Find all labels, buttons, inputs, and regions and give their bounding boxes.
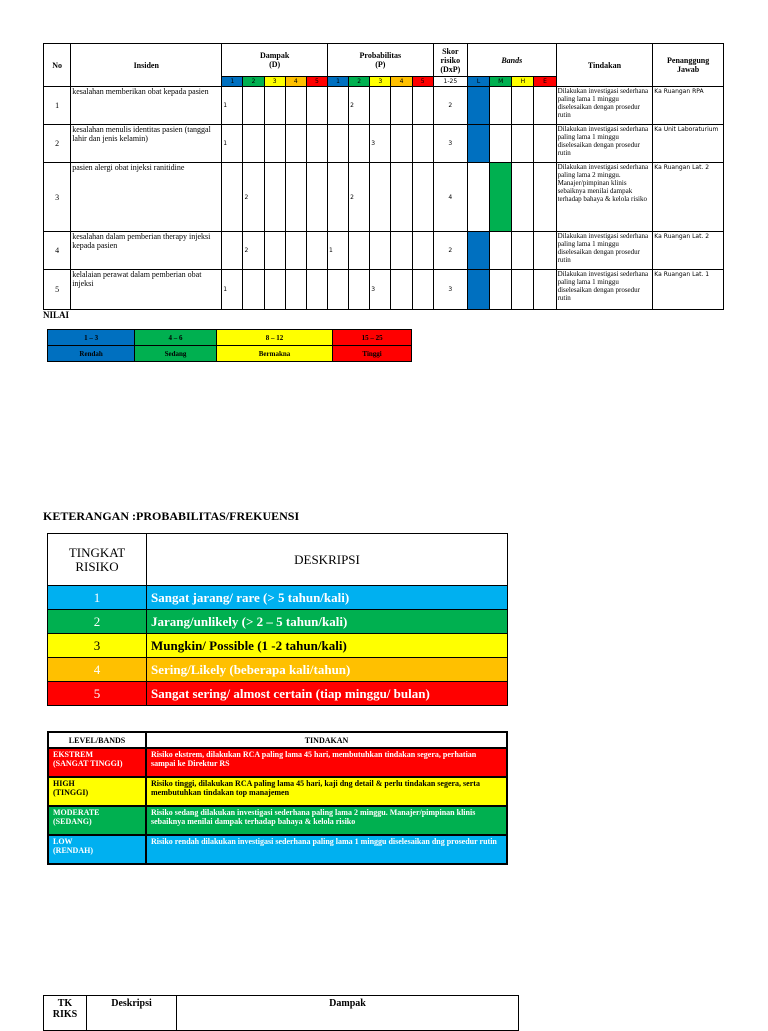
prob-cell (328, 270, 349, 310)
header-deskripsi: DESKRIPSI (147, 534, 508, 586)
dampak-cell (306, 87, 327, 125)
row-no: 3 (44, 163, 71, 232)
level-number: 1 (48, 586, 147, 610)
header-row (44, 44, 724, 77)
table-row (44, 125, 724, 163)
dampak-cell (264, 232, 285, 270)
row-insiden: kesalahan memberikan obat kepada pasien (71, 87, 222, 125)
nilai-range: 15 – 25 (333, 330, 412, 346)
row-tindakan: Dilakukan investigasi sederhana paling lama 1 minggu diselesaikan dengan prosedur rutin (556, 125, 653, 163)
level-desc: Mungkin/ Possible (1 -2 tahun/kali) (147, 634, 508, 658)
header-tindakan: Tindakan (556, 44, 653, 87)
probabilitas-row (48, 682, 508, 706)
prob-cell (391, 232, 412, 270)
table-row (44, 232, 724, 270)
header-tingkat-risiko: TINGKAT RISIKO (48, 534, 147, 586)
prob-cell (412, 270, 433, 310)
header-insiden: Insiden (71, 44, 222, 87)
table-row (44, 163, 724, 232)
band-tindakan: Risiko rendah dilakukan investigasi sederhana paling lama 1 minggu diselesaikan dng prosedur rutin (146, 835, 507, 864)
band-index: H (512, 77, 534, 87)
nilai-name-row (48, 346, 412, 362)
nilai-name: Bermakna (216, 346, 332, 362)
header-probabilitas: Probabilitas (P) (328, 44, 434, 77)
prob-index: 2 (349, 77, 370, 87)
band-row-low (48, 835, 507, 864)
prob-cell (412, 163, 433, 232)
skor-range: 1-25 (433, 77, 467, 87)
dampak-index: 4 (285, 77, 306, 87)
table-row (44, 87, 724, 125)
band-cell (490, 270, 512, 310)
prob-cell (391, 163, 412, 232)
dampak-cell (306, 270, 327, 310)
prob-cell (391, 87, 412, 125)
band-tindakan: Risiko sedang dilakukan investigasi sederhana paling lama 2 minggu. Manajer/pimpinan klinis sebaiknya menilai dampak terhadap bahaya & kelola risiko (146, 806, 507, 835)
dampak-cell: 1 (222, 87, 243, 125)
skor-cell: 2 (433, 232, 467, 270)
prob-index: 5 (412, 77, 433, 87)
probabilitas-row (48, 658, 508, 682)
row-tindakan: Dilakukan investigasi sederhana paling lama 1 minggu diselesaikan dengan prosedur rutin (556, 232, 653, 270)
prob-cell (328, 87, 349, 125)
prob-cell (349, 125, 370, 163)
prob-cell (412, 125, 433, 163)
probabilitas-row (48, 586, 508, 610)
header-tk-riks: TK RIKS (44, 996, 87, 1031)
skor-cell: 4 (433, 163, 467, 232)
keterangan-title: KETERANGAN :PROBABILITAS/FREKUENSI (43, 509, 300, 523)
dampak-cell (264, 270, 285, 310)
header-dampak: Dampak (D) (222, 44, 328, 77)
band-row-high (48, 777, 507, 806)
row-penanggung-jawab: Ka Ruangan Lat. 2 (653, 232, 724, 270)
row-insiden: kelalaian perawat dalam pemberian obat injeksi (71, 270, 222, 310)
band-tindakan: Risiko ekstrem, dilakukan RCA paling lama 45 hari, membutuhkan tindakan segera, perhatian sampai ke Direktur RS (146, 748, 507, 777)
prob-cell (370, 163, 391, 232)
nilai-name: Rendah (48, 346, 135, 362)
nilai-range: 8 – 12 (216, 330, 332, 346)
skor-cell: 3 (433, 270, 467, 310)
header-level-bands: LEVEL/BANDS (48, 732, 146, 748)
band-cell (490, 125, 512, 163)
row-no: 2 (44, 125, 71, 163)
band-row-ekstrem (48, 748, 507, 777)
dampak-table (43, 995, 519, 1031)
dampak-cell (264, 125, 285, 163)
nilai-legend-table (47, 329, 412, 362)
probabilitas-table (47, 533, 508, 706)
prob-cell: 3 (370, 270, 391, 310)
band-cell (512, 87, 534, 125)
probabilitas-row (48, 610, 508, 634)
band-index: L (467, 77, 489, 87)
dampak-index: 5 (306, 77, 327, 87)
level-number: 2 (48, 610, 147, 634)
band-level: LOW (RENDAH) (48, 835, 146, 864)
band-cell (534, 125, 556, 163)
probabilitas-header-row (48, 534, 508, 586)
header-tindakan: TINDAKAN (146, 732, 507, 748)
row-penanggung-jawab: Ka Ruangan Lat. 2 (653, 163, 724, 232)
header-bands: Bands (467, 44, 556, 77)
prob-index: 1 (328, 77, 349, 87)
band-fill-low (467, 270, 489, 310)
dampak-cell (264, 163, 285, 232)
band-fill-moderate (490, 163, 512, 232)
dampak-cell (285, 232, 306, 270)
prob-cell: 2 (349, 87, 370, 125)
band-cell (534, 270, 556, 310)
dampak-cell (306, 125, 327, 163)
band-cell (490, 87, 512, 125)
band-fill-low (467, 87, 489, 125)
band-cell (512, 163, 534, 232)
dampak-cell (243, 270, 264, 310)
prob-cell (370, 232, 391, 270)
dampak-cell (222, 232, 243, 270)
dampak-cell: 2 (243, 232, 264, 270)
band-level: MODERATE (SEDANG) (48, 806, 146, 835)
prob-cell: 2 (349, 163, 370, 232)
dampak-cell (285, 125, 306, 163)
risk-register-table (43, 43, 724, 310)
band-cell (490, 232, 512, 270)
band-cell (467, 163, 489, 232)
band-level: EKSTREM (SANGAT TINGGI) (48, 748, 146, 777)
band-cell (512, 125, 534, 163)
table-row (44, 270, 724, 310)
nilai-name: Tinggi (333, 346, 412, 362)
row-no: 1 (44, 87, 71, 125)
band-tindakan: Risiko tinggi, dilakukan RCA paling lama 45 hari, kaji dng detail & perlu tindakan segera, serta membutuhkan tindakan top manajemen (146, 777, 507, 806)
dampak-cell (264, 87, 285, 125)
dampak-cell (306, 163, 327, 232)
nilai-range: 4 – 6 (135, 330, 217, 346)
dampak-index: 3 (264, 77, 285, 87)
skor-cell: 2 (433, 87, 467, 125)
level-desc: Sering/Likely (beberapa kali/tahun) (147, 658, 508, 682)
dampak-cell (222, 163, 243, 232)
dampak-index: 1 (222, 77, 243, 87)
bands-header-row (48, 732, 507, 748)
row-tindakan: Dilakukan investigasi sederhana paling lama 1 minggu diselesaikan dengan prosedur rutin (556, 87, 653, 125)
band-fill-low (467, 232, 489, 270)
row-no: 5 (44, 270, 71, 310)
dampak-cell: 1 (222, 125, 243, 163)
prob-cell: 3 (370, 125, 391, 163)
band-cell (512, 232, 534, 270)
level-number: 5 (48, 682, 147, 706)
dampak-cell: 1 (222, 270, 243, 310)
nilai-label: NILAI (43, 310, 70, 320)
row-insiden: kesalahan menulis identitas pasien (tanggal lahir dan jenis kelamin) (71, 125, 222, 163)
row-penanggung-jawab: Ka Unit Laboraturium (653, 125, 724, 163)
dampak-index: 2 (243, 77, 264, 87)
prob-cell (391, 270, 412, 310)
band-cell (512, 270, 534, 310)
dampak-cell (306, 232, 327, 270)
row-penanggung-jawab: Ka Ruangan RPA (653, 87, 724, 125)
dampak-cell (285, 87, 306, 125)
band-cell (534, 232, 556, 270)
level-desc: Jarang/unlikely (> 2 – 5 tahun/kali) (147, 610, 508, 634)
dampak-cell (285, 163, 306, 232)
row-insiden: pasien alergi obat injeksi ranitidine (71, 163, 222, 232)
nilai-range-row (48, 330, 412, 346)
dampak-cell: 2 (243, 163, 264, 232)
prob-cell (370, 87, 391, 125)
level-bands-table (47, 731, 508, 865)
prob-cell (412, 87, 433, 125)
prob-cell (349, 232, 370, 270)
probabilitas-row (48, 634, 508, 658)
prob-index: 4 (391, 77, 412, 87)
prob-cell (349, 270, 370, 310)
row-penanggung-jawab: Ka Ruangan Lat. 1 (653, 270, 724, 310)
prob-cell: 1 (328, 232, 349, 270)
prob-cell (328, 163, 349, 232)
header-no: No (44, 44, 71, 87)
band-index: E (534, 77, 556, 87)
row-tindakan: Dilakukan investigasi sederhana paling lama 2 minggu. Manajer/pimpinan klinis sebaiknya menilai dampak terhadap bahaya & kelola risiko (556, 163, 653, 232)
band-cell (534, 163, 556, 232)
row-insiden: kesalahan dalam pemberian therapy injeksi kepada pasien (71, 232, 222, 270)
level-number: 3 (48, 634, 147, 658)
prob-cell (391, 125, 412, 163)
prob-cell (412, 232, 433, 270)
row-no: 4 (44, 232, 71, 270)
skor-cell: 3 (433, 125, 467, 163)
nilai-range: 1 – 3 (48, 330, 135, 346)
prob-cell (328, 125, 349, 163)
row-tindakan: Dilakukan investigasi sederhana paling lama 1 minggu diselesaikan dengan prosedur rutin (556, 270, 653, 310)
level-desc: Sangat sering/ almost certain (tiap minggu/ bulan) (147, 682, 508, 706)
header-dampak: Dampak (177, 996, 519, 1031)
level-desc: Sangat jarang/ rare (> 5 tahun/kali) (147, 586, 508, 610)
band-cell (534, 87, 556, 125)
band-row-moderate (48, 806, 507, 835)
prob-index: 3 (370, 77, 391, 87)
band-fill-low (467, 125, 489, 163)
dampak-cell (243, 125, 264, 163)
band-index: M (490, 77, 512, 87)
band-level: HIGH (TINGGI) (48, 777, 146, 806)
dampak-cell (243, 87, 264, 125)
level-number: 4 (48, 658, 147, 682)
header-skor: Skor risiko (DxP) (433, 44, 467, 77)
dampak-cell (285, 270, 306, 310)
nilai-name: Sedang (135, 346, 217, 362)
header-deskripsi: Deskripsi (87, 996, 177, 1031)
header-penanggung-jawab: Penanggung Jawab (653, 44, 724, 87)
dampak-header-row (44, 996, 519, 1031)
